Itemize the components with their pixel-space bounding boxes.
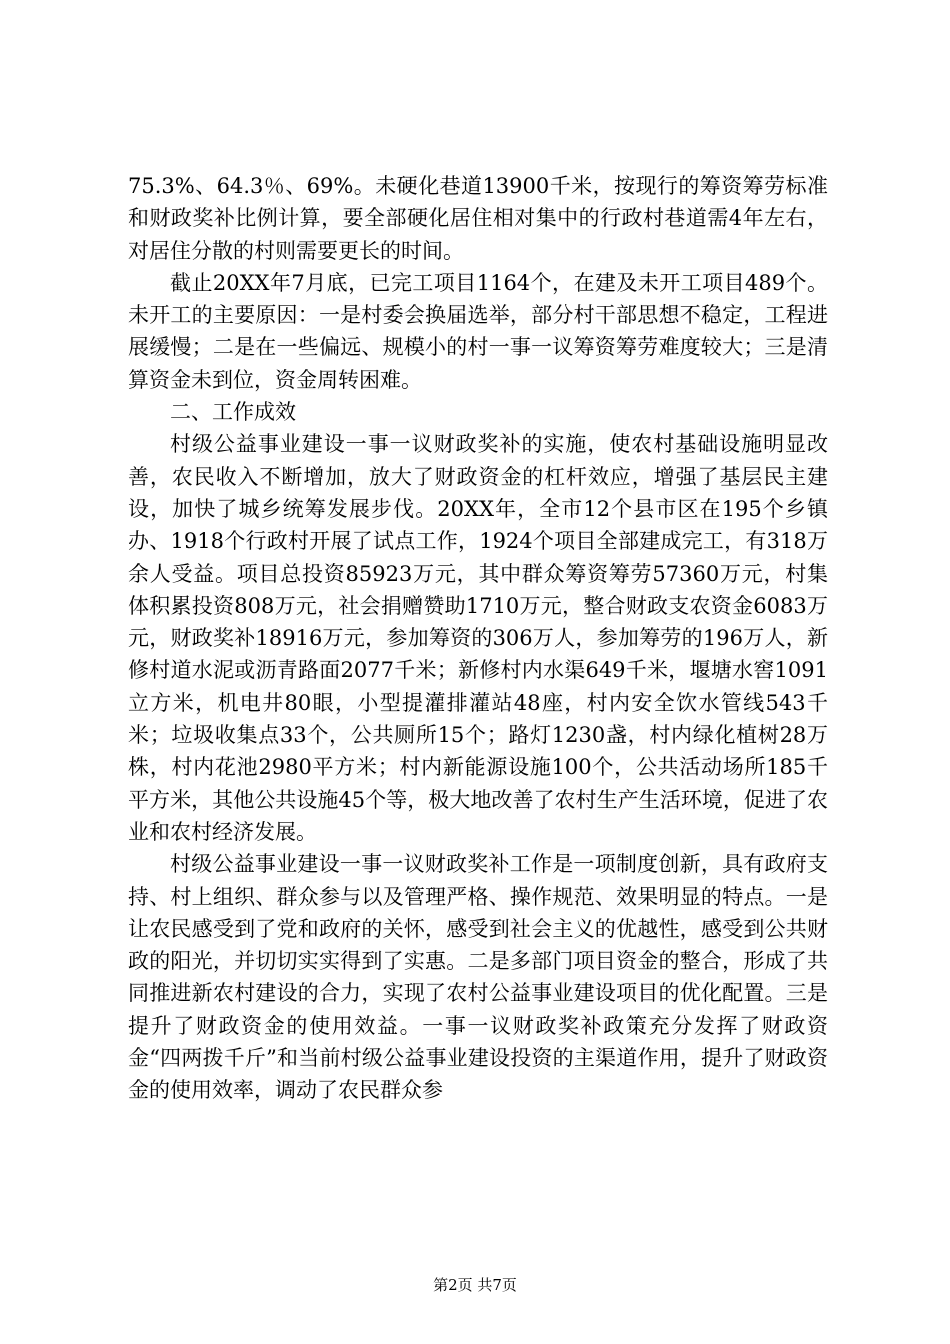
paragraph-continuation: 75.3%、64.3％、69%。未硬化巷道13900千米，按现行的筹资筹劳标准和财政奖补比例计算，要全部硬化居住相对集中的行政村巷道需4年左右，对居住分散的村则需要更长的时间。 <box>128 174 828 263</box>
paragraph-achievements: 村级公益事业建设一事一议财政奖补的实施，使农村基础设施明显改善，农民收入不断增加，放大了财政资金的杠杆效应，增强了基层民主建设，加快了城乡统筹发展步伐。20XX年，全市12个县市区在195个乡镇办、1918个行政村开展了试点工作，1924个项目全部建成完工，有318万余人受益。项目总投资85923万元，其中群众筹资筹劳57360万元，村集体积累投资808万元，社会捐赠赞助1710万元，整合财政支农资金6083万元，财政奖补18916万元，参加筹资的306万人，参加筹劳的196万人，新修村道水泥或沥青路面2077千米；新修村内水渠649千米，堰塘水窖1091立方米，机电井80眼，小型提灌排灌站48座，村内安全饮水管线543千米；垃圾收集点33个，公共厕所15个；路灯1230盏，村内绿化植树28万株，村内花池2980平方米；村内新能源设施100个，公共活动场所185千平方米，其他公共设施45个等，极大地改善了农村生产生活环境，促进了农业和农村经济发展。 <box>128 432 828 844</box>
section-heading: 二、工作成效 <box>170 400 296 425</box>
page-footer: 第2页 共7页 <box>433 1276 517 1294</box>
paragraph-project-status: 截止20XX年7月底，已完工项目1164个，在建及未开工项目489个。未开工的主要原因：一是村委会换届选举，部分村干部思想不稳定，工程进展缓慢；二是在一些偏远、规模小的村一事一议筹资筹劳难度较大；三是清算资金未到位，资金周转困难。 <box>128 270 828 392</box>
document-body <box>128 170 828 1107</box>
paragraph-institutional-innovation: 村级公益事业建设一事一议财政奖补工作是一项制度创新，具有政府支持、村上组织、群众参与以及管理严格、操作规范、效果明显的特点。一是让农民感受到了党和政府的关怀，感受到社会主义的优越性，感受到公共财政的阳光，并切切实实得到了实惠。二是多部门项目资金的整合，形成了共同推进新农村建设的合力，实现了农村公益事业建设项目的优化配置。三是提升了财政资金的使用效益。一事一议财政奖补政策充分发挥了财政资金“四两拨千斤”和当前村级公益事业建设投资的主渠道作用，提升了财政资金的使用效率，调动了农民群众参 <box>128 852 828 1103</box>
